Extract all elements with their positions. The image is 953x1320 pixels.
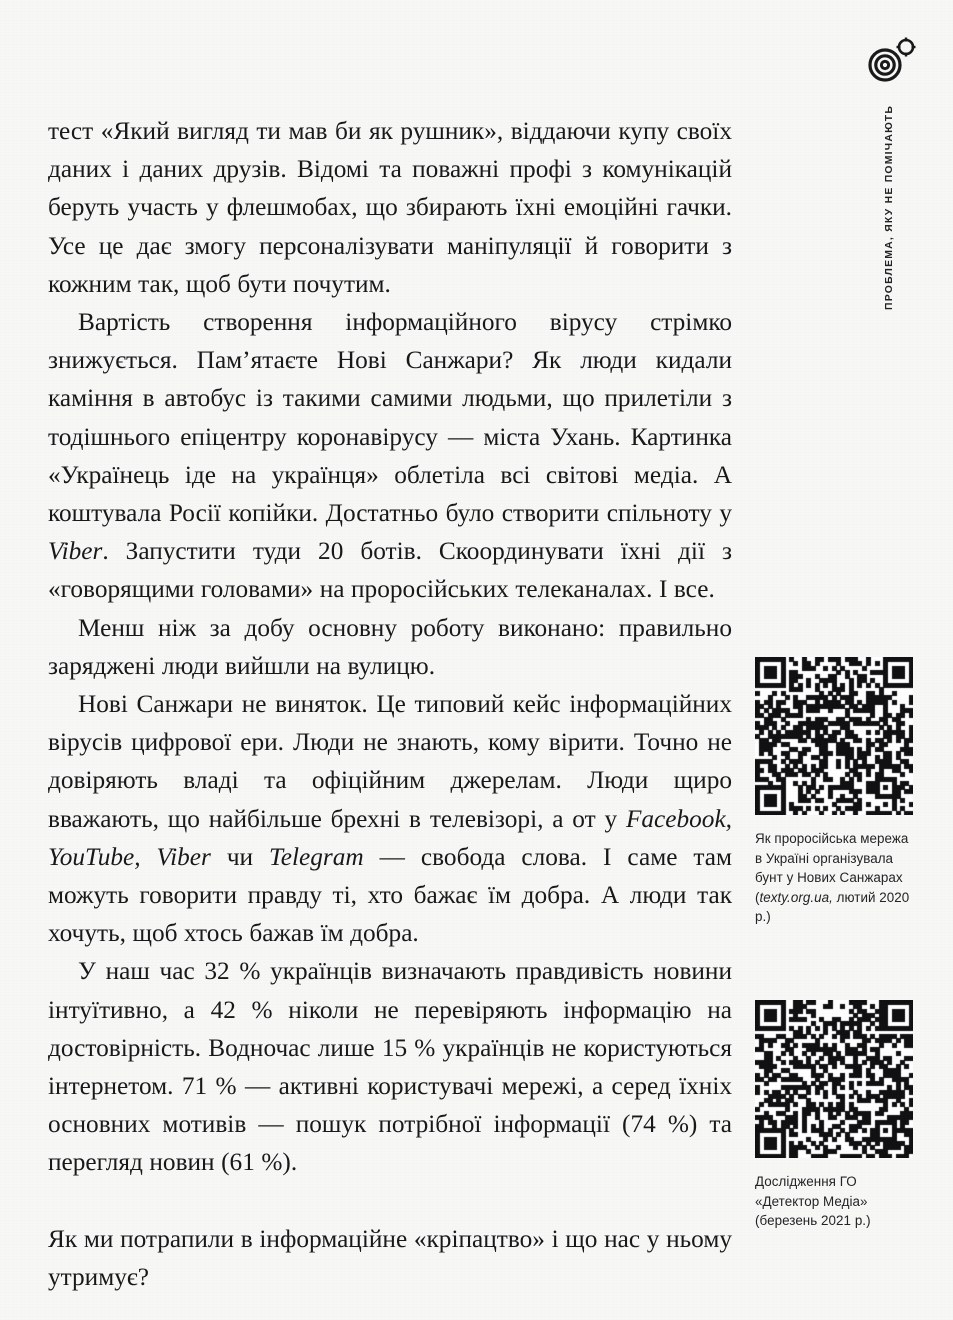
text-run: чи (210, 842, 270, 871)
italic-run: Facebook, YouTube, Viber (48, 804, 732, 871)
qr-code-icon[interactable] (755, 1000, 913, 1158)
paragraph (48, 952, 732, 1181)
qr-reference-block (755, 1000, 917, 1231)
body-text-column (48, 112, 732, 1296)
italic-run: Telegram (269, 842, 364, 871)
text-run: . Запустити туди 20 ботів. Скоординувати їхні дії з «говорящими головами» на проросійських телеканалах. І все. (48, 537, 732, 604)
text-run: тест «Який вигляд ти мав би як рушник», віддаючи купу своїх даних і даних друзів. Відомі та поважні профі з комунікацій беруть участь у флешмобах, що збирають їхні емоційні гачки. Усе це дає змогу персоналізувати маніпуляції й говорити з кожним так, щоб бути почутим. (48, 117, 732, 298)
closing-question-paragraph (48, 1220, 732, 1296)
qr-caption (755, 829, 917, 927)
target-crosshair-icon (865, 36, 917, 82)
text-run: Менш ніж за добу основну роботу виконано: правильно заряджені люди вийшли на вулицю. (48, 613, 732, 680)
qr-reference-block (755, 657, 917, 927)
qr-caption (755, 1172, 917, 1231)
running-head-chapter-title: ПРОБЛЕМА, ЯКУ НЕ ПОМІЧАЮТЬ (884, 104, 895, 310)
paragraph (48, 303, 732, 609)
text-run: Як ми потрапили в інформаційне «кріпацтво» і що нас у ньому утримує? (48, 1224, 732, 1291)
text-run: У наш час 32 % українців визначають правдивість новини інтуїтивно, а 42 % ніколи не перевіряють інформацію на достовірність. Водночас лише 15 % українців не користуються інтернетом. 71 % — активні користувачі мережі, а серед їхніх основних мотивів — пошук потрібної інформації (74 %) та перегляд новин (61 %). (48, 957, 732, 1177)
text-run: лютий 2020 р.) (755, 889, 910, 925)
paragraph (48, 685, 732, 952)
italic-run: texty.org.ua, (759, 889, 833, 905)
text-run: Вартість створення інформаційного вірусу стрімко знижується. Пам’ятаєте Нові Санжари? Як люди кидали каміння в автобус із такими самими людьми, що прилетіли з тодішнього епіцентру коронавірусу — міста Ухань. Картинка «Українець іде на українця» облетіла всі світові медіа. А коштувала Росії копійки. Достатньо було створити спільноту у (48, 308, 732, 528)
paragraph (48, 609, 732, 685)
qr-code-icon[interactable] (755, 657, 913, 815)
text-run: — свобода слова. І саме там можуть говорити правду ті, хто бажає їм добра. А люди так хочуть, щоб хтось бажав їм добра. (48, 842, 732, 948)
text-run: Дослідження ГО «Детектор Медіа» (березень 2021 р.) (755, 1174, 871, 1229)
italic-run: Viber (48, 537, 103, 566)
paragraph (48, 112, 732, 303)
text-run: Нові Санжари не виняток. Це типовий кейс інформаційних вірусів цифрової ери. Люди не знають, кому вірити. Точно не довіряють владі та офіційним джерелам. Люди щиро вважають, що найбільше брехні в телевізорі, а от у (48, 690, 732, 833)
text-run: Як проросійська мережа в Україні організувала бунт у Нових Санжарах ( (755, 831, 909, 905)
